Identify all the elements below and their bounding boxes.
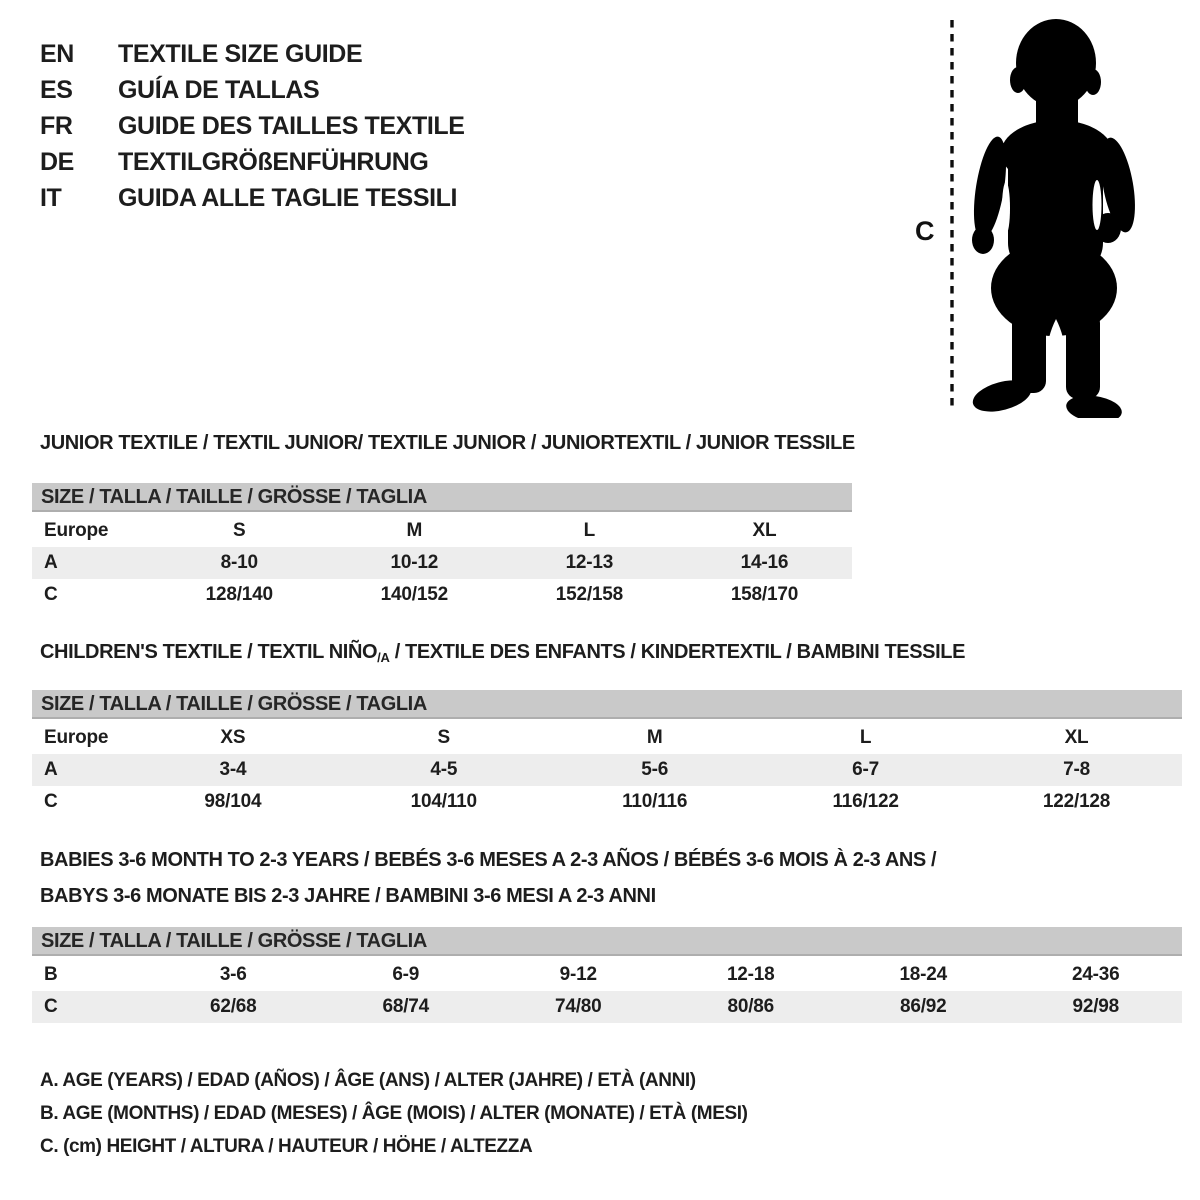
junior-section-title: JUNIOR TEXTILE / TEXTIL JUNIOR/ TEXTILE JUNIOR / JUNIORTEXTIL / JUNIOR TESSILE	[40, 432, 855, 454]
guide-title-fr: GUIDE DES TAILLES TEXTILE	[118, 112, 465, 140]
table-cell: M	[646, 727, 663, 748]
table-row	[32, 959, 1182, 991]
table-cell: 24-36	[1071, 964, 1120, 985]
table-row	[32, 515, 852, 547]
table-row	[32, 991, 1182, 1023]
babies-table	[32, 959, 1182, 1023]
babies-title-line2: BABYS 3-6 MONATE BIS 2-3 JAHRE / BAMBINI 3-6 MESI A 2-3 ANNI	[40, 885, 656, 907]
babies-section-title	[40, 842, 936, 914]
table-cell: 5-6	[641, 759, 669, 780]
table-cell: 92/98	[1072, 996, 1120, 1017]
table-cell: S	[437, 727, 451, 748]
children-size-table	[32, 690, 1182, 818]
legend-line-c: C. (cm) HEIGHT / ALTURA / HAUTEUR / HÖHE / ALTEZZA	[40, 1136, 533, 1157]
language-code: FR	[40, 112, 73, 140]
table-cell: 12-13	[565, 552, 614, 573]
language-row	[40, 72, 465, 108]
row-label: A	[44, 552, 58, 573]
language-code: ES	[40, 76, 73, 104]
children-title-prefix: CHILDREN'S TEXTILE / TEXTIL NIÑO	[40, 641, 378, 663]
row-label: B	[44, 964, 58, 985]
guide-title-es: GUÍA DE TALLAS	[118, 76, 320, 104]
table-cell: M	[406, 520, 423, 541]
language-row	[40, 36, 465, 72]
language-code: EN	[40, 40, 74, 68]
table-cell: L	[859, 727, 872, 748]
table-cell: 74/80	[554, 996, 602, 1017]
language-row	[40, 180, 465, 216]
babies-size-header-bar: SIZE / TALLA / TAILLE / GRÖSSE / TAGLIA	[32, 927, 1182, 956]
toddler-silhouette-figure	[895, 8, 1165, 418]
row-label: C	[44, 791, 58, 812]
table-cell: 62/68	[209, 996, 257, 1017]
junior-table	[32, 515, 852, 611]
table-cell: L	[583, 520, 596, 541]
guide-title-en: TEXTILE SIZE GUIDE	[118, 40, 363, 68]
language-header	[40, 36, 465, 216]
table-cell: 6-7	[852, 759, 880, 780]
language-row	[40, 144, 465, 180]
table-cell: XS	[220, 727, 246, 748]
table-cell: S	[233, 520, 246, 541]
legend	[40, 1064, 748, 1163]
table-row	[32, 547, 852, 579]
legend-line-a: A. AGE (YEARS) / EDAD (AÑOS) / ÂGE (ANS) / ALTER (JAHRE) / ETÀ (ANNI)	[40, 1070, 696, 1091]
table-row	[32, 754, 1182, 786]
guide-title-de: TEXTILGRÖßENFÜHRUNG	[118, 148, 429, 176]
language-row	[40, 108, 465, 144]
language-code: IT	[40, 184, 62, 212]
table-row	[32, 579, 852, 611]
legend-line-b: B. AGE (MONTHS) / EDAD (MESES) / ÂGE (MOIS) / ALTER (MONATE) / ETÀ (MESI)	[40, 1103, 748, 1124]
children-size-header-bar: SIZE / TALLA / TAILLE / GRÖSSE / TAGLIA	[32, 690, 1182, 719]
table-row	[32, 722, 1182, 754]
table-cell: 7-8	[1063, 759, 1090, 780]
junior-size-header-bar: SIZE / TALLA / TAILLE / GRÖSSE / TAGLIA	[32, 483, 852, 512]
table-cell: 104/110	[410, 791, 477, 812]
row-label: Europe	[44, 727, 109, 748]
height-label-c: C	[915, 216, 935, 246]
table-cell: 116/122	[832, 791, 899, 812]
children-title-subscript: /A	[377, 650, 390, 665]
row-label: C	[44, 996, 58, 1017]
row-label: Europe	[44, 520, 109, 541]
table-row	[32, 786, 1182, 818]
table-cell: 80/86	[727, 996, 775, 1017]
table-cell: 140/152	[380, 584, 448, 605]
table-cell: 3-6	[219, 964, 247, 985]
table-cell: 98/104	[204, 791, 262, 812]
table-cell: 86/92	[899, 996, 947, 1017]
height-figure	[895, 8, 1165, 418]
junior-size-table	[32, 483, 852, 611]
table-cell: 10-12	[390, 552, 439, 573]
children-section-title	[40, 640, 965, 670]
babies-title-line1: BABIES 3-6 MONTH TO 2-3 YEARS / BEBÉS 3-6 MESES A 2-3 AÑOS / BÉBÉS 3-6 MOIS À 2-3 ANS /	[40, 849, 937, 871]
row-label: C	[44, 584, 58, 605]
babies-size-table	[32, 927, 1182, 1023]
language-code: DE	[40, 148, 74, 176]
table-cell: 8-10	[220, 552, 258, 573]
table-cell: 122/128	[1042, 791, 1111, 812]
table-cell: XL	[1064, 727, 1089, 748]
guide-title-it: GUIDA ALLE TAGLIE TESSILI	[118, 184, 458, 212]
toddler-silhouette	[968, 19, 1141, 418]
table-cell: 152/158	[555, 584, 624, 605]
table-cell: 128/140	[205, 584, 273, 605]
table-cell: 6-9	[392, 964, 420, 985]
children-table	[32, 722, 1182, 818]
table-cell: 3-4	[219, 759, 247, 780]
table-cell: 68/74	[382, 996, 430, 1017]
children-title-suffix: / TEXTILE DES ENFANTS / KINDERTEXTIL / BAMBINI TESSILE	[389, 641, 966, 663]
table-cell: 14-16	[740, 552, 789, 573]
table-cell: 4-5	[430, 759, 458, 780]
table-cell: 9-12	[559, 964, 597, 985]
table-cell: 18-24	[899, 964, 948, 985]
table-cell: 110/116	[622, 791, 688, 812]
table-cell: 158/170	[730, 584, 799, 605]
table-cell: 12-18	[726, 964, 775, 985]
row-label: A	[44, 759, 58, 780]
table-cell: XL	[752, 520, 777, 541]
